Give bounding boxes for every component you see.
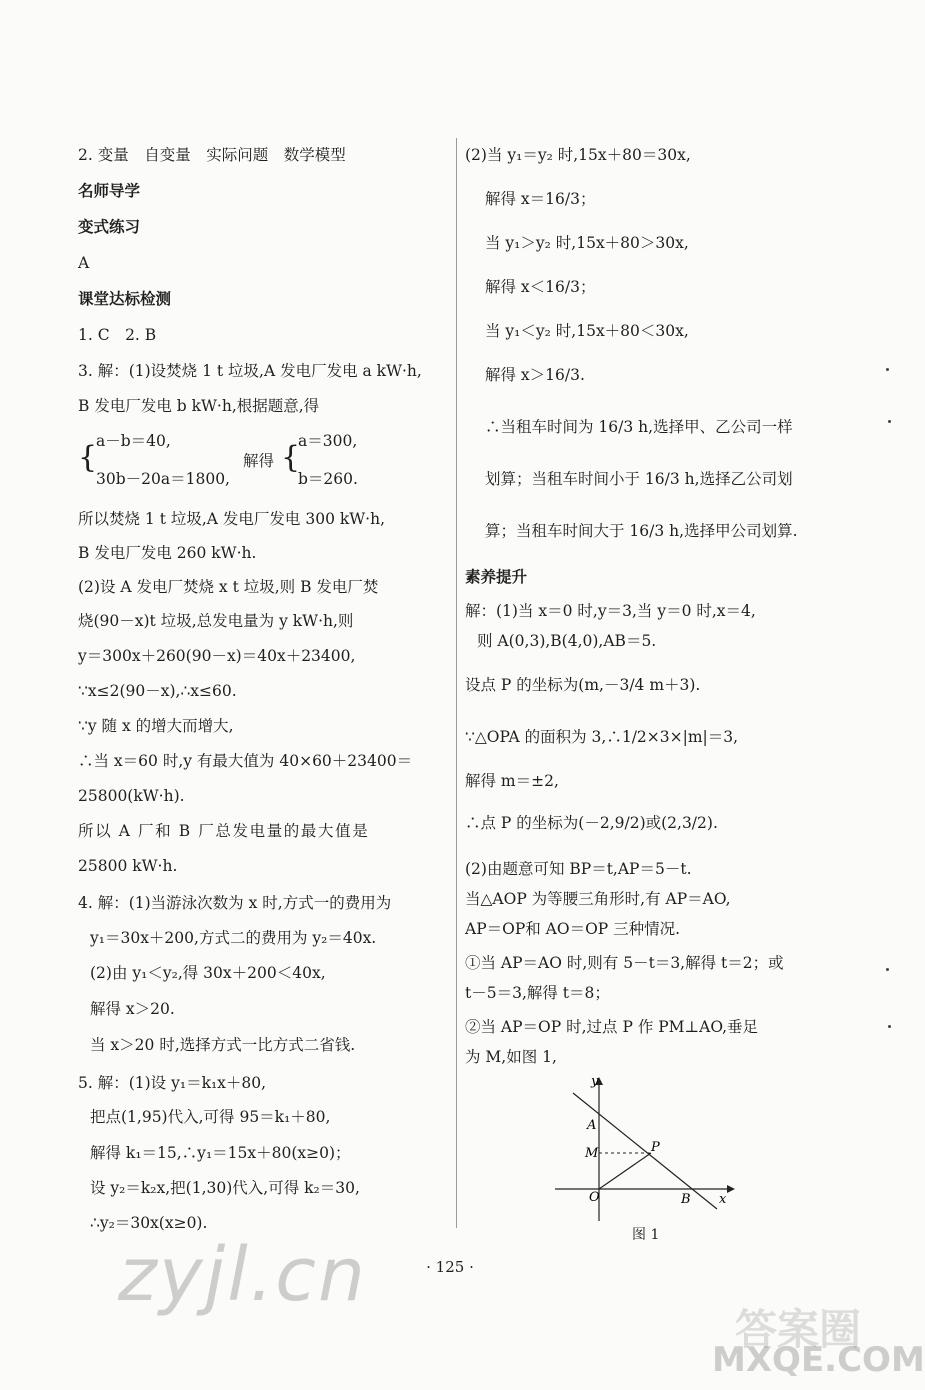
label-o: O [589, 1190, 600, 1205]
answer-line: 解：(1)当 x＝0 时,y＝3,当 y＝0 时,x＝4, [465, 602, 756, 620]
margin-dot [886, 368, 889, 371]
label-a: A [587, 1118, 597, 1133]
segment-op [599, 1153, 651, 1189]
answer-line: 3. 解：(1)设焚烧 1 t 垃圾,A 发电厂发电 a kW·h, [78, 362, 422, 380]
section-heading: 课堂达标检测 [78, 290, 172, 308]
answer-text: 解得 [243, 452, 275, 470]
section-heading: 素养提升 [465, 568, 528, 586]
answer-line: t－5＝3,解得 t＝8； [465, 984, 610, 1002]
equation: a－b＝40, [96, 432, 171, 450]
figure-1-diagram [555, 1075, 735, 1225]
answer-line: 算；当租车时间大于 16/3 h,选择甲公司划算. [485, 522, 798, 540]
answer-line: 解得 m＝±2, [465, 772, 559, 790]
x-axis-arrow [727, 1185, 735, 1193]
label-y: y [591, 1074, 599, 1089]
answer-line: ∴y₂＝30x(x≥0). [90, 1214, 208, 1232]
answer-line: 烧(90－x)t 垃圾,总发电量为 y kW·h,则 [78, 612, 354, 630]
watermark-logo: 答案圈 [735, 1305, 862, 1354]
equation: b＝260. [298, 470, 358, 488]
margin-dot [888, 420, 891, 423]
answer-line: y＝300x＋260(90－x)＝40x＋23400, [78, 647, 356, 665]
answer-line: 1. C 2. B [78, 326, 157, 344]
answer-line: 解得 x＝16/3； [485, 190, 596, 208]
answer-line: ∵△OPA 的面积为 3,∴1/2×3×|m|＝3, [465, 728, 739, 746]
label-b: B [681, 1192, 691, 1207]
label-p: P [651, 1140, 660, 1155]
answer-line: ∴当租车时间为 16/3 h,选择甲、乙公司一样 [485, 418, 793, 436]
brace: { [78, 440, 98, 475]
answer-line: y₁＝30x＋200,方式二的费用为 y₂＝40x. [90, 929, 377, 947]
answer-line: AP＝OP和 AO＝OP 三种情况. [465, 920, 681, 938]
brace: { [281, 440, 301, 475]
answer-line: 划算；当租车时间小于 16/3 h,选择乙公司划 [485, 470, 793, 488]
answer-line: 当 y₁＞y₂ 时,15x＋80＞30x, [485, 234, 689, 252]
answer-line: A [78, 254, 90, 272]
answer-line: 5. 解：(1)设 y₁＝k₁x＋80, [78, 1074, 267, 1092]
answer-line: B 发电厂发电 260 kW·h. [78, 544, 257, 562]
answer-line: 4. 解：(1)当游泳次数为 x 时,方式一的费用为 [78, 894, 392, 912]
watermark-site: zyjl.cn [118, 1232, 367, 1318]
answer-line: 解得 k₁＝15,∴y₁＝15x＋80(x≥0)； [90, 1144, 351, 1162]
answer-line: (2)设 A 发电厂焚烧 x t 垃圾,则 B 发电厂焚 [78, 578, 379, 596]
answer-line: ②当 AP＝OP 时,过点 P 作 PM⊥AO,垂足 [465, 1018, 759, 1036]
answer-line: 设 y₂＝k₂x,把(1,30)代入,可得 k₂＝30, [90, 1179, 360, 1197]
answer-line: 当△AOP 为等腰三角形时,有 AP＝AO, [465, 890, 731, 908]
equation: 30b－20a＝1800, [96, 470, 230, 488]
answer-line: 解得 x＞16/3. [485, 366, 585, 384]
answer-line: 当 x＞20 时,选择方式一比方式二省钱. [90, 1036, 356, 1054]
answer-line: 所以 A 厂和 B 厂总发电量的最大值是 [78, 822, 370, 840]
answer-line: 设点 P 的坐标为(m,－3/4 m＋3). [465, 676, 701, 694]
answer-line: 2. 变量 自变量 实际问题 数学模型 [78, 146, 346, 164]
section-heading: 名师导学 [78, 182, 141, 200]
answer-line: ∵x≤2(90－x),∴x≤60. [78, 682, 237, 700]
answer-line: 25800 kW·h. [78, 857, 178, 875]
figure-caption: 图 1 [632, 1227, 660, 1243]
answer-line: 所以焚烧 1 t 垃圾,A 发电厂发电 300 kW·h, [78, 510, 386, 528]
equation: a＝300, [298, 432, 358, 450]
answer-line: 解得 x＜16/3； [485, 278, 596, 296]
label-m: M [585, 1146, 599, 1161]
answer-line: ①当 AP＝AO 时,则有 5－t＝3,解得 t＝2；或 [465, 954, 784, 972]
margin-dot [886, 968, 889, 971]
column-divider [456, 138, 457, 1228]
answer-line: 当 y₁＜y₂ 时,15x＋80＜30x, [485, 322, 689, 340]
answer-line: 25800(kW·h). [78, 787, 185, 805]
answer-line: 则 A(0,3),B(4,0),AB＝5. [477, 632, 657, 650]
answer-line: ∵y 随 x 的增大而增大, [78, 717, 234, 735]
section-heading: 变式练习 [78, 218, 141, 236]
answer-line: (2)由 y₁＜y₂,得 30x＋200＜40x, [90, 964, 326, 982]
watermark-logo-url: MXQE.COM [712, 1340, 925, 1380]
answer-line: (2)由题意可知 BP＝t,AP＝5－t. [465, 860, 692, 878]
page-number: · 125 · [426, 1258, 474, 1276]
margin-dot [888, 1025, 891, 1028]
answer-line: 为 M,如图 1, [465, 1048, 557, 1066]
answer-line: ∴点 P 的坐标为(－2,9/2)或(2,3/2). [465, 814, 718, 832]
answer-line: ∴当 x＝60 时,y 有最大值为 40×60＋23400＝ [78, 752, 413, 770]
answer-line: B 发电厂发电 b kW·h,根据题意,得 [78, 397, 320, 415]
label-x: x [719, 1192, 727, 1207]
answer-line: (2)当 y₁＝y₂ 时,15x＋80＝30x, [465, 146, 691, 164]
answer-line: 把点(1,95)代入,可得 95＝k₁＋80, [90, 1108, 331, 1126]
answer-line: 解得 x＞20. [90, 1000, 175, 1018]
